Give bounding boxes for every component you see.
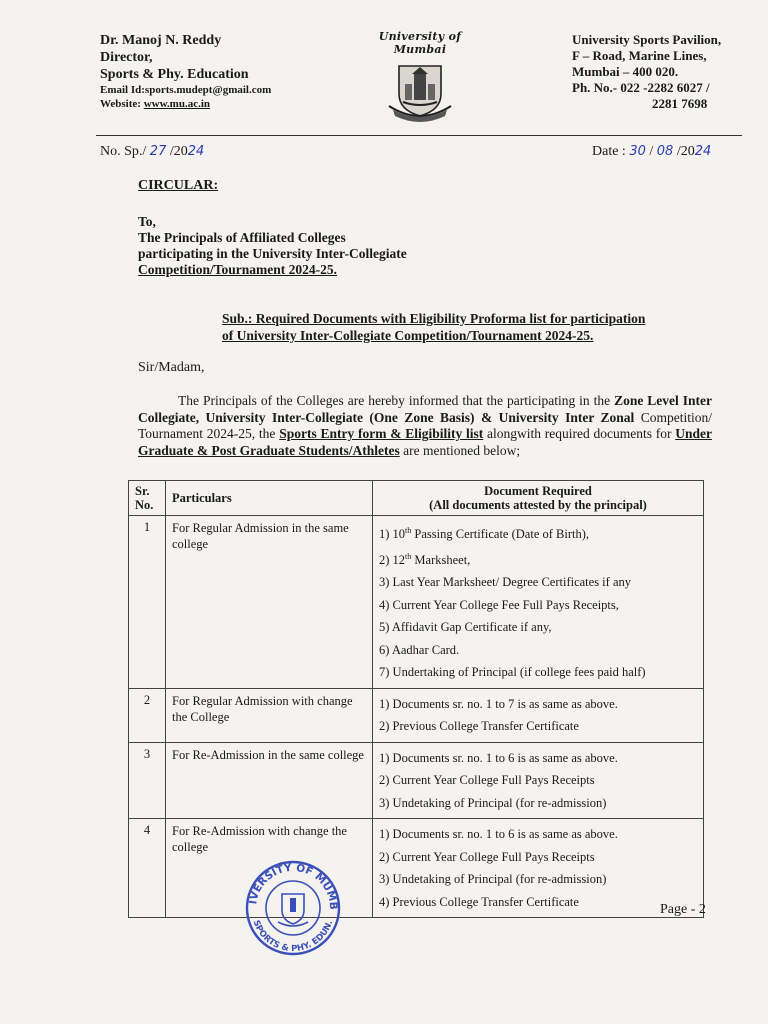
header-particulars: Particulars	[166, 481, 373, 516]
ref-sep: /20	[166, 144, 188, 159]
document-item: 3) Undetaking of Principal (for re-admission)	[379, 795, 607, 810]
document-item: 1) Documents sr. no. 1 to 7 is as same as above.	[379, 696, 618, 711]
body-underlined-text: Sports Entry form & Eligibility list	[279, 426, 484, 441]
addressee-line: The Principals of Affiliated Colleges	[138, 230, 346, 245]
date-sep: /	[645, 144, 657, 159]
body-bold-text: Zone Level Inter Collegiate, University Inter-Collegiate (One Zone Basis) & University Inter Zonal	[138, 393, 712, 425]
table-row	[129, 742, 704, 819]
document-item: 1) Documents sr. no. 1 to 6 is as same as above.	[379, 750, 618, 765]
row-particular: For Regular Admission in the same college	[166, 516, 373, 689]
circular-date	[592, 144, 711, 160]
date-day: 30	[629, 144, 646, 159]
table-row	[129, 819, 704, 918]
date-month: 08	[656, 144, 674, 159]
addressee-line: To,	[138, 214, 156, 229]
table-header-row	[129, 481, 704, 516]
document-item: 4) Previous College Transfer Certificate	[379, 894, 579, 909]
header-doc-note: (All documents attested by the principal)	[429, 498, 647, 512]
row-sr-no: 3	[129, 742, 166, 819]
subject-text: Sub.: Required Documents with Eligibility Proforma list for participation	[222, 311, 646, 326]
document-item: 1) Documents sr. no. 1 to 6 is as same as above.	[379, 827, 618, 842]
row-particular: For Re-Admission in the same college	[166, 742, 373, 819]
body-text: alongwith required documents for	[483, 426, 676, 441]
salutation: Sir/Madam,	[138, 360, 205, 375]
document-item: 5) Affidavit Gap Certificate if any,	[379, 620, 552, 635]
reference-number	[100, 144, 204, 160]
ref-year: 24	[187, 144, 205, 159]
date-label: Date :	[592, 144, 630, 159]
document-item: 3) Last Year Marksheet/ Degree Certificates if any	[379, 575, 631, 590]
addressee-line: Competition/Tournament 2024-25.	[138, 262, 338, 277]
circular-title: CIRCULAR:	[138, 178, 219, 193]
date-year: 24	[694, 144, 712, 159]
row-sr-no: 1	[129, 516, 166, 689]
row-particular: For Regular Admission with change the College	[166, 688, 373, 742]
website-link[interactable]: www.mu.ac.in	[143, 98, 211, 110]
address-line: F – Road, Marine Lines,	[572, 48, 707, 63]
document-item: 2) Previous College Transfer Certificate	[379, 719, 579, 734]
sports-department-seal-icon	[238, 858, 348, 963]
row-sr-no: 2	[129, 688, 166, 742]
row-particular: For Re-Admission with change the college	[166, 819, 373, 918]
document-item: 2) Current Year College Full Pays Receipts	[379, 849, 595, 864]
header-sr-no: Sr. No.	[129, 481, 166, 516]
sender-block	[100, 32, 271, 111]
document-item: 2) 12th Marksheet,	[379, 551, 471, 567]
office-address	[572, 32, 721, 112]
document-item: 6) Aadhar Card.	[379, 642, 460, 657]
phone-line: 2281 7698	[652, 96, 708, 111]
ref-number: 27	[149, 144, 167, 159]
sender-website	[100, 97, 271, 111]
sender-dept: Sports & Phy. Education	[100, 67, 249, 82]
header-documents	[373, 481, 704, 516]
table-row	[129, 688, 704, 742]
sender-email: Email Id:sports.mudept@gmail.com	[100, 84, 272, 96]
document-item: 1) 10th Passing Certificate (Date of Birth),	[379, 526, 590, 542]
addressee-block	[138, 214, 407, 278]
header-divider	[96, 135, 742, 136]
row-documents	[373, 819, 704, 918]
body-paragraph	[138, 393, 712, 459]
university-emblem-icon	[360, 60, 480, 127]
university-header	[360, 30, 480, 127]
address-line: Mumbai – 400 020.	[572, 64, 679, 79]
subject-line	[222, 310, 722, 344]
body-text: The Principals of the Colleges are hereby informed that the participating in the	[178, 393, 615, 408]
document-item: 2) Current Year College Full Pays Receipts	[379, 773, 595, 788]
row-documents	[373, 742, 704, 819]
seal-bottom-text: SPORTS & PHY. EDUN.	[250, 918, 336, 955]
document-item: 4) Current Year College Fee Full Pays Receipts,	[379, 597, 619, 612]
address-line: University Sports Pavilion,	[572, 32, 722, 47]
document-item: 7) Undertaking of Principal (if college fees paid half)	[379, 665, 646, 680]
phone-line: Ph. No.- 022 -2282 6027 /	[572, 80, 710, 95]
ref-prefix: No. Sp./	[100, 144, 150, 159]
page-number: Page - 2	[660, 902, 706, 917]
sender-title: Director,	[100, 50, 153, 65]
subject-text: of University Inter-Collegiate Competition/Tournament 2024-25.	[222, 328, 594, 343]
body-text: are mentioned below;	[399, 442, 521, 458]
row-documents	[373, 688, 704, 742]
row-sr-no: 4	[129, 819, 166, 918]
website-label: Website:	[100, 98, 144, 110]
body-underlined-text: Under Graduate & Post Graduate Students/Athletes	[138, 426, 713, 458]
addressee-line: participating in the University Inter-Collegiate	[138, 246, 407, 261]
documents-table	[128, 480, 704, 918]
row-documents	[373, 516, 704, 689]
seal-top-text: IVERSITY OF MUMB	[247, 861, 340, 911]
document-item: 3) Undetaking of Principal (for re-admission)	[379, 872, 607, 887]
body-text: Competition/ Tournament 2024-25, the	[138, 409, 712, 441]
sender-name: Dr. Manoj N. Reddy	[100, 33, 222, 48]
header-doc-title: Document Required	[484, 484, 592, 498]
date-sep: /20	[673, 144, 695, 159]
table-row	[129, 516, 704, 689]
university-name: University of Mumbai	[378, 30, 462, 56]
